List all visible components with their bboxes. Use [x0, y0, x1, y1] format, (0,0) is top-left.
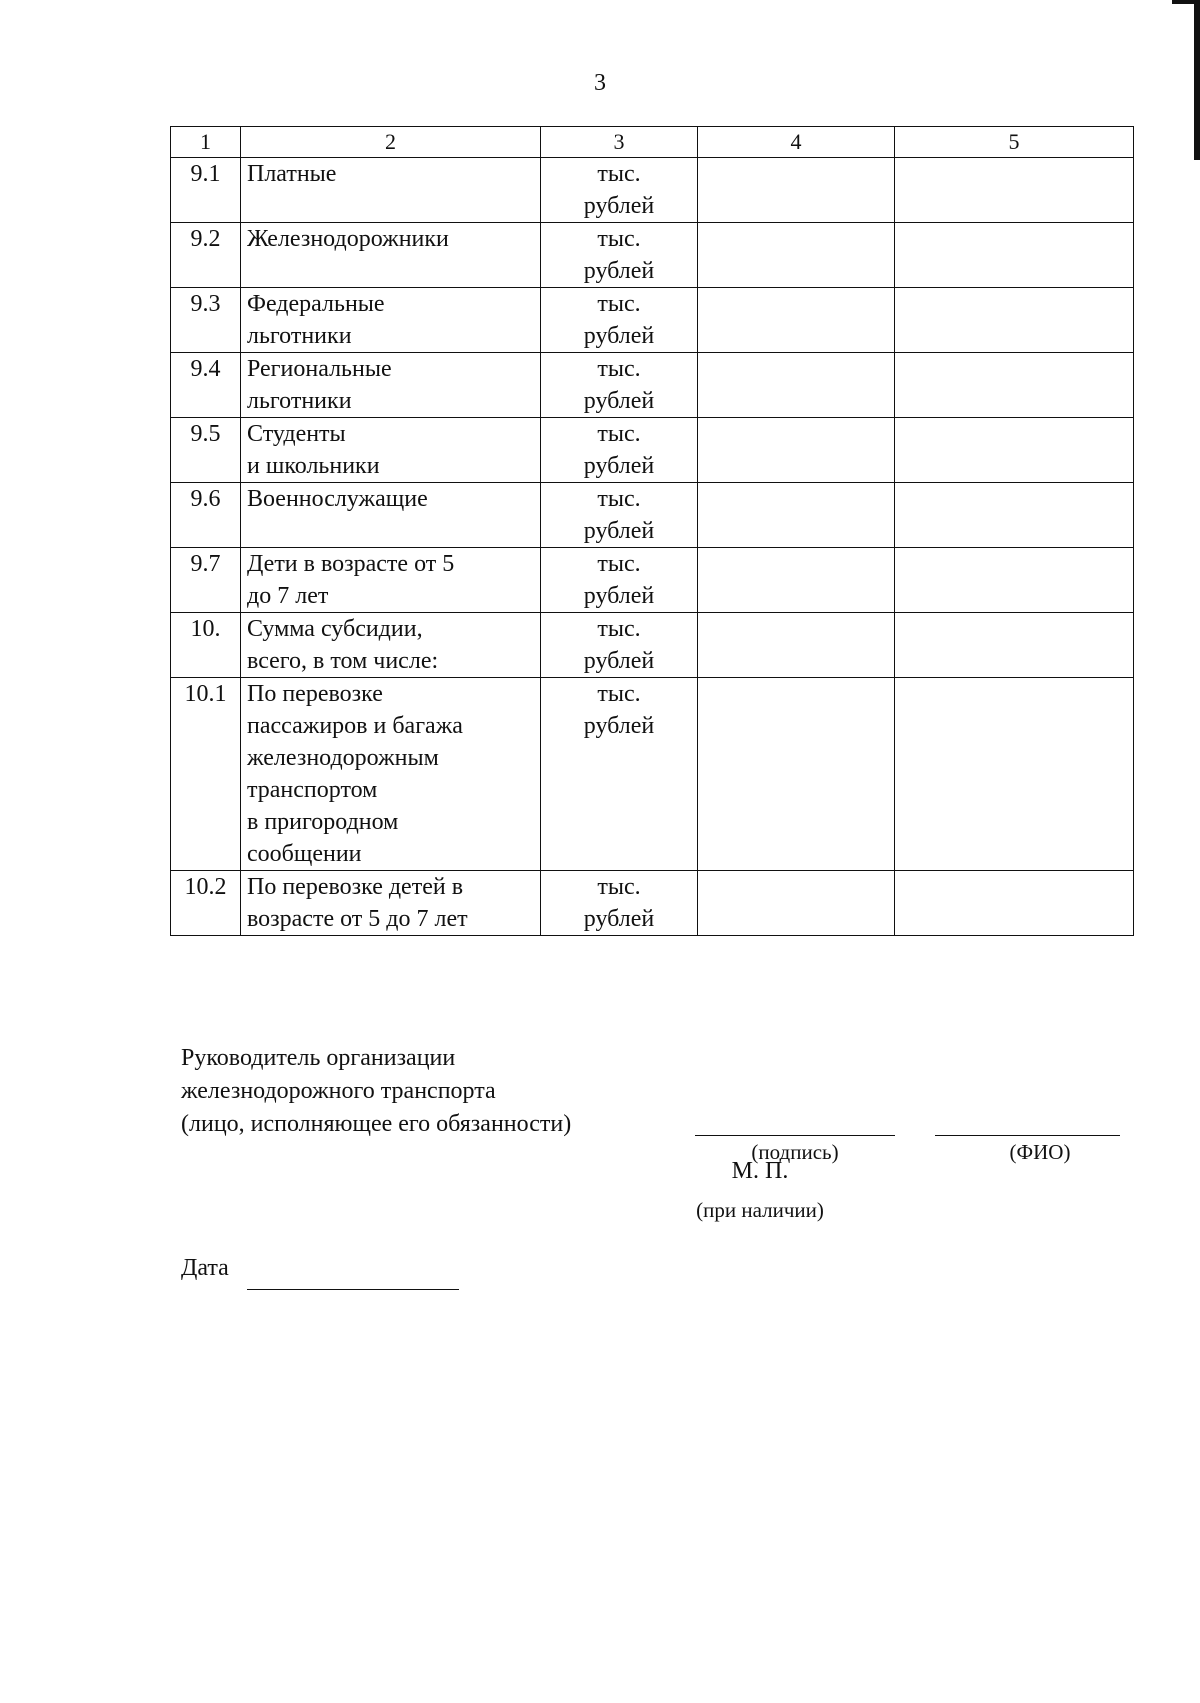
row-name-cell-text: Платные [247, 161, 337, 187]
row-unit-cell-text: тыс. рублей [583, 161, 655, 219]
row-unit-cell-text: тыс. рублей [583, 421, 655, 479]
table-row [171, 548, 1134, 613]
date-label-text: Дата [181, 1255, 229, 1281]
row-number-cell-text: 9.5 [190, 421, 221, 447]
row-number-cell [171, 871, 241, 936]
table-row [171, 871, 1134, 936]
table-row [171, 613, 1134, 678]
row-col4-cell [698, 678, 895, 871]
row-unit-cell [541, 483, 698, 548]
row-col5-cell [895, 158, 1134, 223]
date-label [181, 1255, 229, 1282]
report-table [170, 126, 1134, 936]
row-name-cell-text: Федеральные льготники [247, 291, 385, 349]
row-number-cell-text: 9.1 [190, 161, 221, 187]
row-name-cell [241, 353, 541, 418]
row-unit-cell [541, 353, 698, 418]
row-unit-cell-text: тыс. рублей [583, 486, 655, 544]
row-name-cell [241, 223, 541, 288]
row-number-cell [171, 223, 241, 288]
row-unit-cell-text: тыс. рублей [583, 291, 655, 349]
header-cell-5: 5 [895, 127, 1134, 158]
scan-edge-mark-top [1172, 0, 1200, 4]
table-row [171, 483, 1134, 548]
row-col5-cell [895, 353, 1134, 418]
page-number: 3 [594, 70, 606, 96]
row-number-cell [171, 158, 241, 223]
header-cell-4: 4 [698, 127, 895, 158]
signature-line [695, 1135, 895, 1136]
row-number-cell [171, 353, 241, 418]
row-name-cell-text: Дети в возрасте от 5 до 7 лет [247, 551, 455, 609]
row-unit-cell [541, 678, 698, 871]
table-row [171, 418, 1134, 483]
row-name-cell-text: По перевозке детей в возрасте от 5 до 7 лет [247, 874, 468, 932]
row-unit-cell-text: тыс. рублей [583, 616, 655, 674]
row-number-cell [171, 418, 241, 483]
row-name-cell [241, 483, 541, 548]
row-col4-cell [698, 158, 895, 223]
row-unit-cell-text: тыс. рублей [583, 551, 655, 609]
row-number-cell-text: 10.1 [184, 681, 227, 707]
row-unit-cell-text: тыс. рублей [583, 681, 655, 739]
row-name-cell-text: По перевозке пассажиров и багажа железнодорожным транспортом в пригородном сообщении [247, 681, 463, 867]
stamp-note: (при наличии) [696, 1198, 824, 1222]
header-cell-1: 1 [171, 127, 241, 158]
row-number-cell [171, 288, 241, 353]
row-number-cell [171, 548, 241, 613]
row-name-cell-text: Железнодорожники [247, 226, 449, 252]
row-name-cell-text: Военнослужащие [247, 486, 428, 512]
name-line [935, 1135, 1120, 1136]
row-name-cell [241, 871, 541, 936]
name-caption: (ФИО) [1009, 1140, 1071, 1164]
row-unit-cell-text: тыс. рублей [583, 874, 655, 932]
row-col4-cell [698, 288, 895, 353]
row-col5-cell [895, 223, 1134, 288]
header-cell-3: 3 [541, 127, 698, 158]
header-cell-2: 2 [241, 127, 541, 158]
row-col5-cell [895, 288, 1134, 353]
signature-caption: (подпись) [751, 1140, 839, 1164]
row-number-cell-text: 10.2 [184, 874, 227, 900]
row-unit-cell [541, 613, 698, 678]
row-number-cell-text: 9.2 [190, 226, 221, 252]
header-row [171, 127, 1134, 158]
row-number-cell-text: 9.6 [190, 486, 221, 512]
row-unit-cell [541, 223, 698, 288]
row-name-cell-text: Студенты и школьники [247, 421, 380, 479]
row-number-cell [171, 678, 241, 871]
row-name-cell [241, 158, 541, 223]
row-name-cell-text: Региональные льготники [247, 356, 392, 414]
stamp-label: М. П. [731, 1158, 789, 1184]
row-col5-cell [895, 613, 1134, 678]
row-col5-cell [895, 418, 1134, 483]
row-name-cell [241, 288, 541, 353]
row-col4-cell [698, 353, 895, 418]
row-name-cell-text: Сумма субсидии, всего, в том числе: [247, 616, 439, 674]
row-number-cell [171, 483, 241, 548]
row-unit-cell [541, 158, 698, 223]
row-col5-cell [895, 678, 1134, 871]
row-unit-cell [541, 548, 698, 613]
row-name-cell [241, 548, 541, 613]
table-row [171, 288, 1134, 353]
row-col5-cell [895, 871, 1134, 936]
row-number-cell-text: 9.4 [190, 356, 221, 382]
row-unit-cell [541, 871, 698, 936]
row-col4-cell [698, 548, 895, 613]
row-col5-cell [895, 548, 1134, 613]
row-col4-cell [698, 613, 895, 678]
row-name-cell [241, 613, 541, 678]
table-row [171, 678, 1134, 871]
table-row [171, 158, 1134, 223]
row-unit-cell [541, 418, 698, 483]
row-col4-cell [698, 871, 895, 936]
date-line [247, 1289, 459, 1290]
signatory-title: Руководитель организации железнодорожного транспорта (лицо, исполняющее его обязанности) [181, 1045, 572, 1137]
row-name-cell [241, 418, 541, 483]
row-unit-cell-text: тыс. рублей [583, 226, 655, 284]
row-number-cell-text: 9.7 [190, 551, 221, 577]
row-name-cell [241, 678, 541, 871]
row-col5-cell [895, 483, 1134, 548]
row-number-cell-text: 9.3 [190, 291, 221, 317]
row-col4-cell [698, 223, 895, 288]
table-row [171, 353, 1134, 418]
row-col4-cell [698, 418, 895, 483]
row-number-cell [171, 613, 241, 678]
row-col4-cell [698, 483, 895, 548]
row-number-cell-text: 10. [190, 616, 221, 642]
row-unit-cell [541, 288, 698, 353]
table-row [171, 223, 1134, 288]
row-unit-cell-text: тыс. рублей [583, 356, 655, 414]
